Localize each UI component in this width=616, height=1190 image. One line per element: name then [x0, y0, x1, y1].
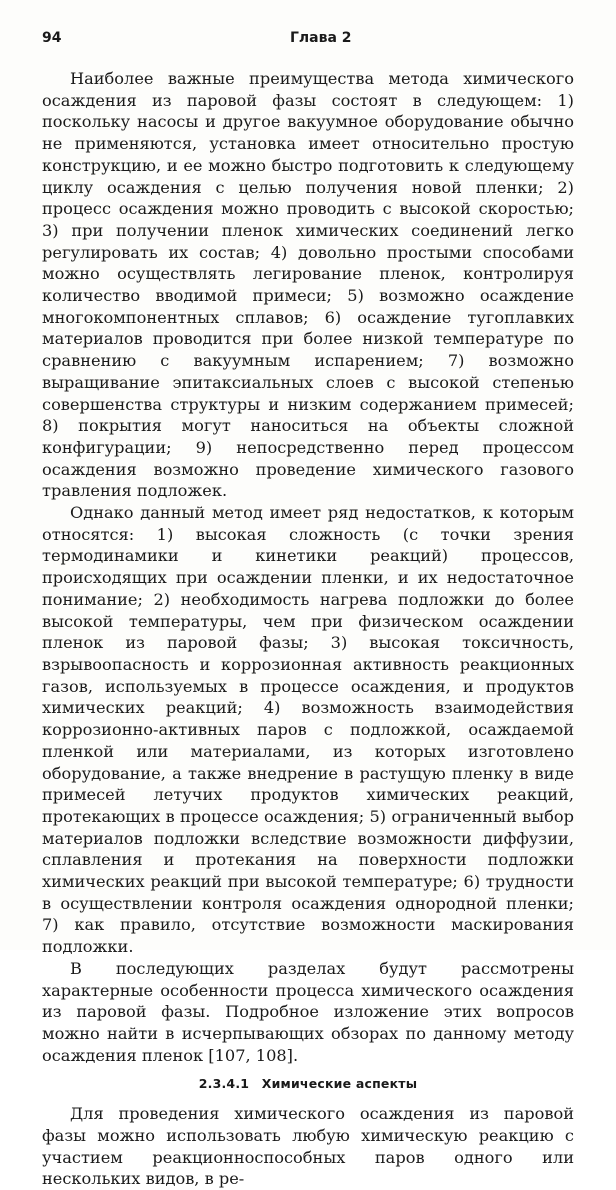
paragraph-advantages: Наиболее важные преимущества метода химического осаждения из паровой фазы состоят в следующем: 1) поскольку насосы и другое вакуумное оборудование обычно не применяются, установка имеет относительно простую конструкцию, и ее можно быстро подготовить к следующему циклу осаждения с целью получения новой пленки; 2) процесс осаждения можно проводить с высокой скоростью; 3) при получении пленок химических соединений легко регулировать их состав; 4) довольно простыми способами можно осуществлять легирование пленок, контролируя количество вводимой примеси; 5) возможно осаждение многокомпонентных сплавов; 6) осаждение тугоплавких материалов проводится при более низкой температуре по сравнению с вакуумным испарением; 7) возможно выращивание эпитаксиальных слоев с высокой степенью совершенства структуры и низким содержанием примесей; 8) покрытия могут наноситься на объекты сложной конфигурации; 9) непосредственно перед процессом осаждения возможно проведение химического газового травления подложек.: [42, 69, 574, 501]
subsection-number: 2.3.4.1: [198, 1076, 250, 1092]
chapter-running-title: Глава 2: [290, 30, 352, 46]
paragraph-disadvantages: Однако данный метод имеет ряд недостатков, к которым относятся: 1) высокая сложность (с точки зрения термодинамики и кинетики реакций) процессов, происходящих при осаждении пленки, и их недостаточное понимание; 2) необходимость нагрева подложки до более высокой температуры, чем при физическом осаждении пленок из паровой фазы; 3) высокая токсичность, взрывоопасность и коррозионная активность реакционных газов, используемых в процессе осаждения, и продуктов химических реакций; 4) возможность взаимодействия коррозионно-активных паров с подложкой, осаждаемой пленкой или материалами, из которых изготовлено оборудование, а также внедрение в растущую пленку в виде примесей летучих продуктов химических реакций, протекающих в процессе осаждения; 5) ограниченный выбор материалов подложки вследствие возможности диффузии, сплавления и протекания на поверхности подложки химических реакций при высокой температуре; 6) трудности в осуществлении контроля осаждения однородной пленки; 7) как правило, отсутствие возможности маскирования подложки.: [42, 503, 574, 957]
paragraph-next-sections: В последующих разделах будут рассмотрены характерные особенности процесса химического осаждения из паровой фазы. Подробное изложение этих вопросов можно найти в исчерпывающих обзорах по данному методу осаждения пленок [107, 108].: [42, 958, 574, 1065]
page-number: 94: [42, 30, 62, 46]
subsection-title: Химические аспекты: [261, 1076, 418, 1092]
page-header: [42, 30, 586, 52]
body-text: [42, 68, 574, 1190]
paragraph-chemical-aspects: Для проведения химического осаждения из паровой фазы можно использовать любую химическую реакцию с участием реакционноспособных паров одного или нескольких видов, в ре-: [42, 1104, 574, 1189]
subsection-heading: [42, 1073, 574, 1095]
